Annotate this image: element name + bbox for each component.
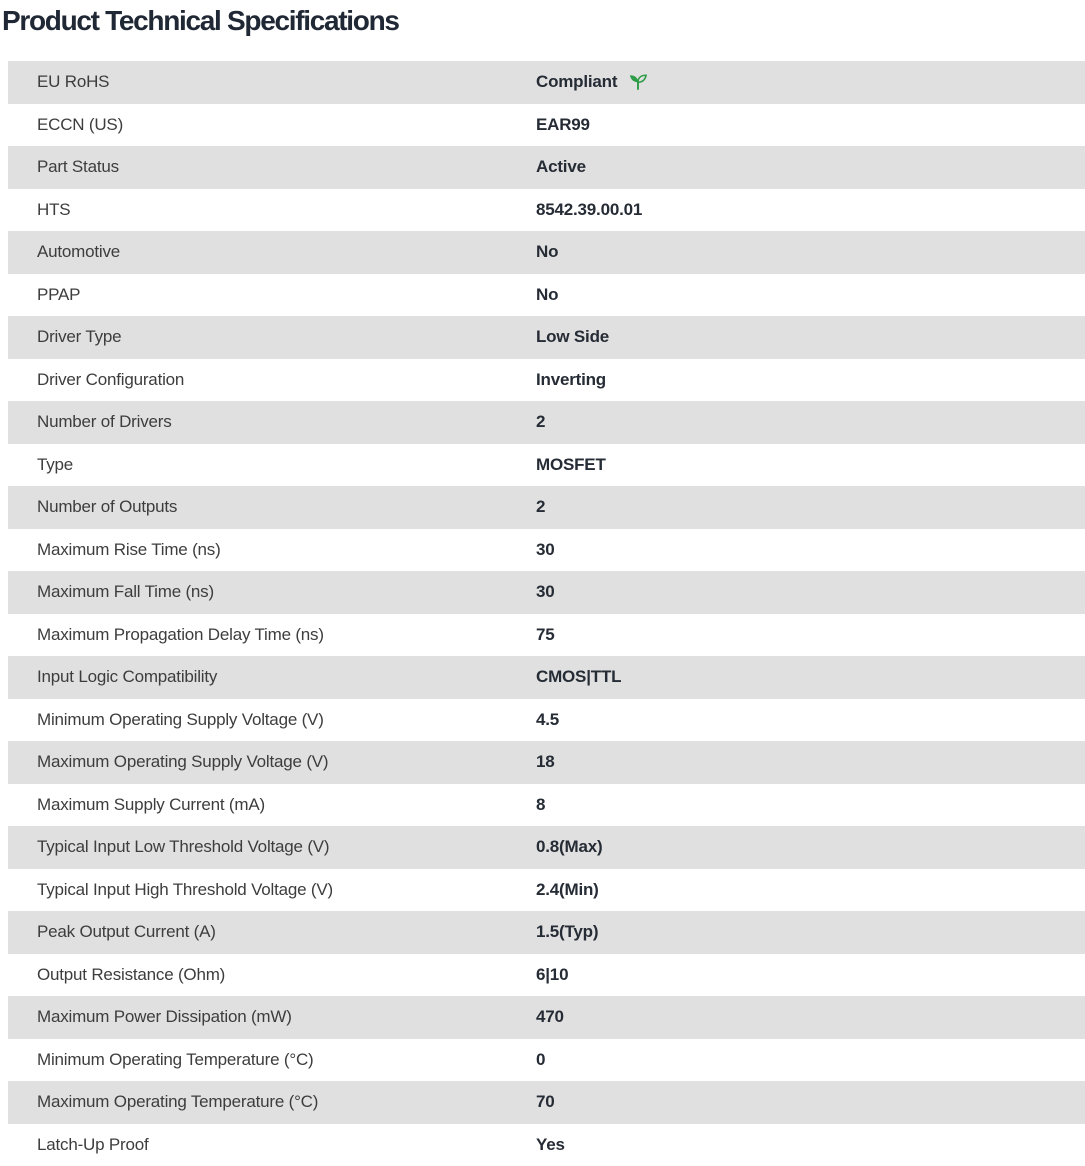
spec-value-text: Yes: [536, 1135, 565, 1155]
table-row: [8, 1039, 1085, 1082]
spec-label: Driver Configuration: [8, 370, 536, 390]
spec-value: [536, 1092, 555, 1112]
spec-value: [536, 72, 649, 92]
spec-label: Number of Outputs: [8, 497, 536, 517]
table-row: [8, 996, 1085, 1039]
table-row: [8, 61, 1085, 104]
spec-label: Maximum Operating Temperature (°C): [8, 1092, 536, 1112]
spec-table: [8, 61, 1085, 1166]
table-row: [8, 826, 1085, 869]
table-row: [8, 784, 1085, 827]
spec-label: Automotive: [8, 242, 536, 262]
spec-value-text: EAR99: [536, 115, 590, 135]
spec-value-text: No: [536, 285, 558, 305]
spec-value-text: Inverting: [536, 370, 606, 390]
spec-label: Latch-Up Proof: [8, 1135, 536, 1155]
spec-value: [536, 1135, 565, 1155]
spec-label: EU RoHS: [8, 72, 536, 92]
table-row: [8, 699, 1085, 742]
spec-value-text: Active: [536, 157, 586, 177]
spec-label: Type: [8, 455, 536, 475]
spec-value-text: CMOS|TTL: [536, 667, 621, 687]
spec-value: [536, 752, 555, 772]
spec-value: [536, 1050, 545, 1070]
spec-value: [536, 370, 606, 390]
spec-label: Maximum Propagation Delay Time (ns): [8, 625, 536, 645]
spec-label: Typical Input Low Threshold Voltage (V): [8, 837, 536, 857]
spec-label: Input Logic Compatibility: [8, 667, 536, 687]
spec-value: [536, 497, 545, 517]
spec-value-text: 0.8(Max): [536, 837, 602, 857]
leaf-icon: [627, 72, 649, 92]
table-row: [8, 231, 1085, 274]
spec-value: [536, 455, 606, 475]
spec-value: [536, 625, 555, 645]
spec-label: ECCN (US): [8, 115, 536, 135]
spec-value: [536, 1007, 564, 1027]
table-row: [8, 316, 1085, 359]
spec-value-text: MOSFET: [536, 455, 606, 475]
spec-value-text: 75: [536, 625, 555, 645]
spec-value-text: 8: [536, 795, 545, 815]
table-row: [8, 486, 1085, 529]
spec-label: Number of Drivers: [8, 412, 536, 432]
table-row: [8, 274, 1085, 317]
spec-value-text: Low Side: [536, 327, 609, 347]
spec-value-text: 2.4(Min): [536, 880, 599, 900]
table-row: [8, 869, 1085, 912]
spec-value-text: 1.5(Typ): [536, 922, 598, 942]
spec-value: [536, 327, 609, 347]
table-row: [8, 656, 1085, 699]
spec-value: [536, 200, 642, 220]
spec-value: [536, 412, 545, 432]
table-row: [8, 614, 1085, 657]
table-row: [8, 359, 1085, 402]
spec-value-text: 30: [536, 540, 555, 560]
spec-label: Driver Type: [8, 327, 536, 347]
spec-value: [536, 922, 598, 942]
table-row: [8, 1124, 1085, 1166]
spec-label: HTS: [8, 200, 536, 220]
table-row: [8, 189, 1085, 232]
spec-label: Maximum Power Dissipation (mW): [8, 1007, 536, 1027]
spec-value-text: 30: [536, 582, 555, 602]
spec-label: Part Status: [8, 157, 536, 177]
spec-value-text: 470: [536, 1007, 564, 1027]
spec-label: Minimum Operating Temperature (°C): [8, 1050, 536, 1070]
spec-value: [536, 582, 555, 602]
table-row: [8, 444, 1085, 487]
spec-label: Maximum Supply Current (mA): [8, 795, 536, 815]
table-row: [8, 104, 1085, 147]
spec-value: [536, 157, 586, 177]
spec-value-text: 8542.39.00.01: [536, 200, 642, 220]
spec-label: PPAP: [8, 285, 536, 305]
spec-value-text: 6|10: [536, 965, 568, 985]
spec-value: [536, 837, 602, 857]
spec-value-text: Compliant: [536, 72, 617, 92]
spec-label: Peak Output Current (A): [8, 922, 536, 942]
spec-value: [536, 242, 558, 262]
spec-value: [536, 115, 590, 135]
spec-value-text: 0: [536, 1050, 545, 1070]
spec-value-text: 18: [536, 752, 555, 772]
table-row: [8, 529, 1085, 572]
spec-value-text: No: [536, 242, 558, 262]
table-row: [8, 1081, 1085, 1124]
spec-value: [536, 880, 599, 900]
spec-value-text: 2: [536, 412, 545, 432]
spec-value-text: 70: [536, 1092, 555, 1112]
page-title: Product Technical Specifications: [0, 0, 1085, 61]
spec-value: [536, 795, 545, 815]
spec-label: Maximum Rise Time (ns): [8, 540, 536, 560]
spec-value-text: 2: [536, 497, 545, 517]
spec-value: [536, 710, 559, 730]
table-row: [8, 146, 1085, 189]
spec-value: [536, 540, 555, 560]
spec-label: Typical Input High Threshold Voltage (V): [8, 880, 536, 900]
spec-value: [536, 667, 621, 687]
spec-label: Maximum Fall Time (ns): [8, 582, 536, 602]
spec-label: Maximum Operating Supply Voltage (V): [8, 752, 536, 772]
table-row: [8, 741, 1085, 784]
spec-label: Minimum Operating Supply Voltage (V): [8, 710, 536, 730]
spec-value: [536, 965, 568, 985]
spec-label: Output Resistance (Ohm): [8, 965, 536, 985]
table-row: [8, 954, 1085, 997]
table-row: [8, 401, 1085, 444]
table-row: [8, 911, 1085, 954]
spec-value: [536, 285, 558, 305]
spec-value-text: 4.5: [536, 710, 559, 730]
table-row: [8, 571, 1085, 614]
